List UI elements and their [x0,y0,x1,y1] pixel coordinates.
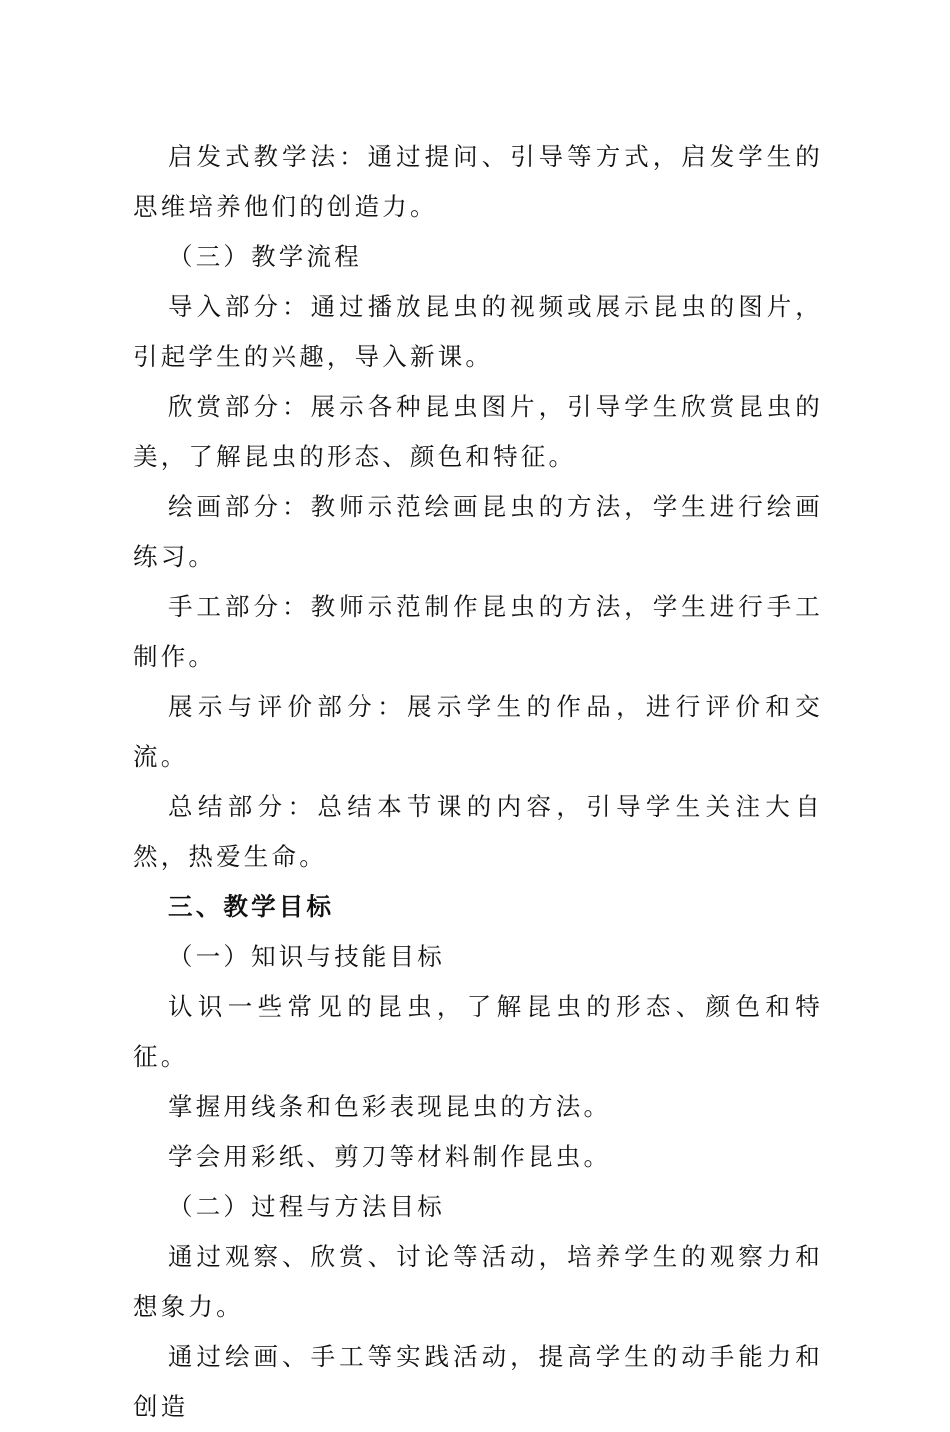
paragraph-heuristic-method: 启发式教学法：通过提问、引导等方式，启发学生的思维培养他们的创造力。 [133,142,823,221]
section-heading-teaching-process: （三）教学流程 [168,242,362,271]
paragraph-display-evaluation-part: 展示与评价部分：展示学生的作品，进行评价和交流。 [133,692,823,771]
paragraph-intro-part: 导入部分：通过播放昆虫的视频或展示昆虫的图片，引起学生的兴趣，导入新课。 [133,292,823,371]
paragraph-summary-part: 总结部分：总结本节课的内容，引导学生关注大自然，热爱生命。 [133,792,823,871]
document-body [133,132,823,1432]
paragraph-goal-practice: 通过绘画、手工等实践活动，提高学生的动手能力和创造 [133,1342,823,1421]
paragraph-drawing-part: 绘画部分：教师示范绘画昆虫的方法，学生进行绘画练习。 [133,492,823,571]
section-heading-process-method: （二）过程与方法目标 [168,1192,445,1221]
heading-teaching-goals: 三、教学目标 [168,892,335,921]
paragraph-appreciation-part: 欣赏部分：展示各种昆虫图片，引导学生欣赏昆虫的美，了解昆虫的形态、颜色和特征。 [133,392,823,471]
section-heading-knowledge-skills: （一）知识与技能目标 [168,942,445,971]
paragraph-goal-lines-colors: 掌握用线条和色彩表现昆虫的方法。 [168,1092,612,1121]
paragraph-goal-recognize-insects: 认识一些常见的昆虫，了解昆虫的形态、颜色和特征。 [133,992,823,1071]
paragraph-goal-observation: 通过观察、欣赏、讨论等活动，培养学生的观察力和想象力。 [133,1242,823,1321]
paragraph-goal-materials: 学会用彩纸、剪刀等材料制作昆虫。 [168,1142,612,1171]
paragraph-handcraft-part: 手工部分：教师示范制作昆虫的方法，学生进行手工制作。 [133,592,823,671]
